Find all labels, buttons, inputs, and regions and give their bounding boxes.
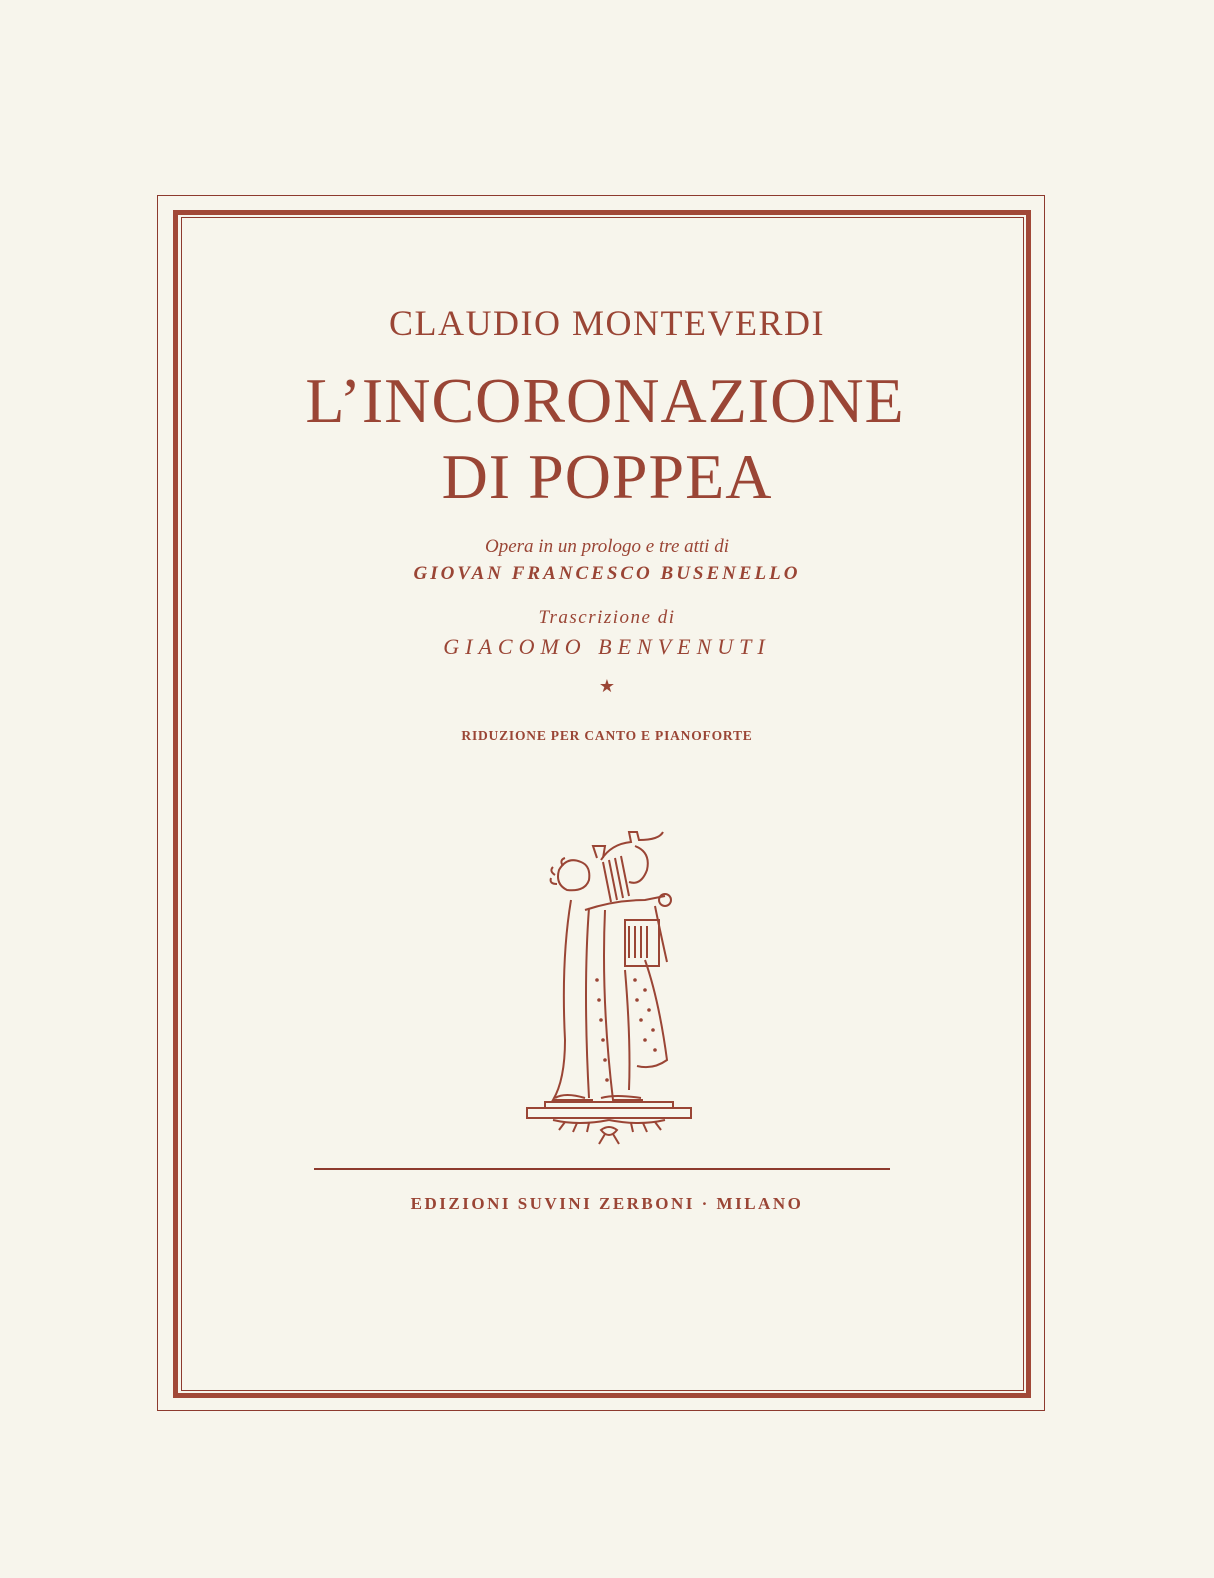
librettist-name: GIOVAN FRANCESCO BUSENELLO: [413, 563, 801, 584]
title-line-1: L’INCORONAZIONE: [305, 365, 905, 436]
transcriber-name: GIACOMO BENVENUTI: [443, 634, 771, 659]
star-ornament-icon: ★: [598, 676, 616, 696]
publisher-imprint: EDIZIONI SUVINI ZERBONI · MILANO: [410, 1194, 804, 1213]
edition-note: RIDUZIONE PER CANTO E PIANOFORTE: [461, 728, 753, 743]
title-line-2: DI POPPEA: [441, 441, 773, 512]
subtitle: Opera in un prologo e tre atti di: [485, 536, 729, 557]
composer-name: CLAUDIO MONTEVERDI: [389, 303, 825, 343]
horizontal-rule: [314, 1168, 890, 1170]
lyre-player-icon: [505, 830, 715, 1150]
transcription-label: Trascrizione di: [538, 607, 676, 628]
